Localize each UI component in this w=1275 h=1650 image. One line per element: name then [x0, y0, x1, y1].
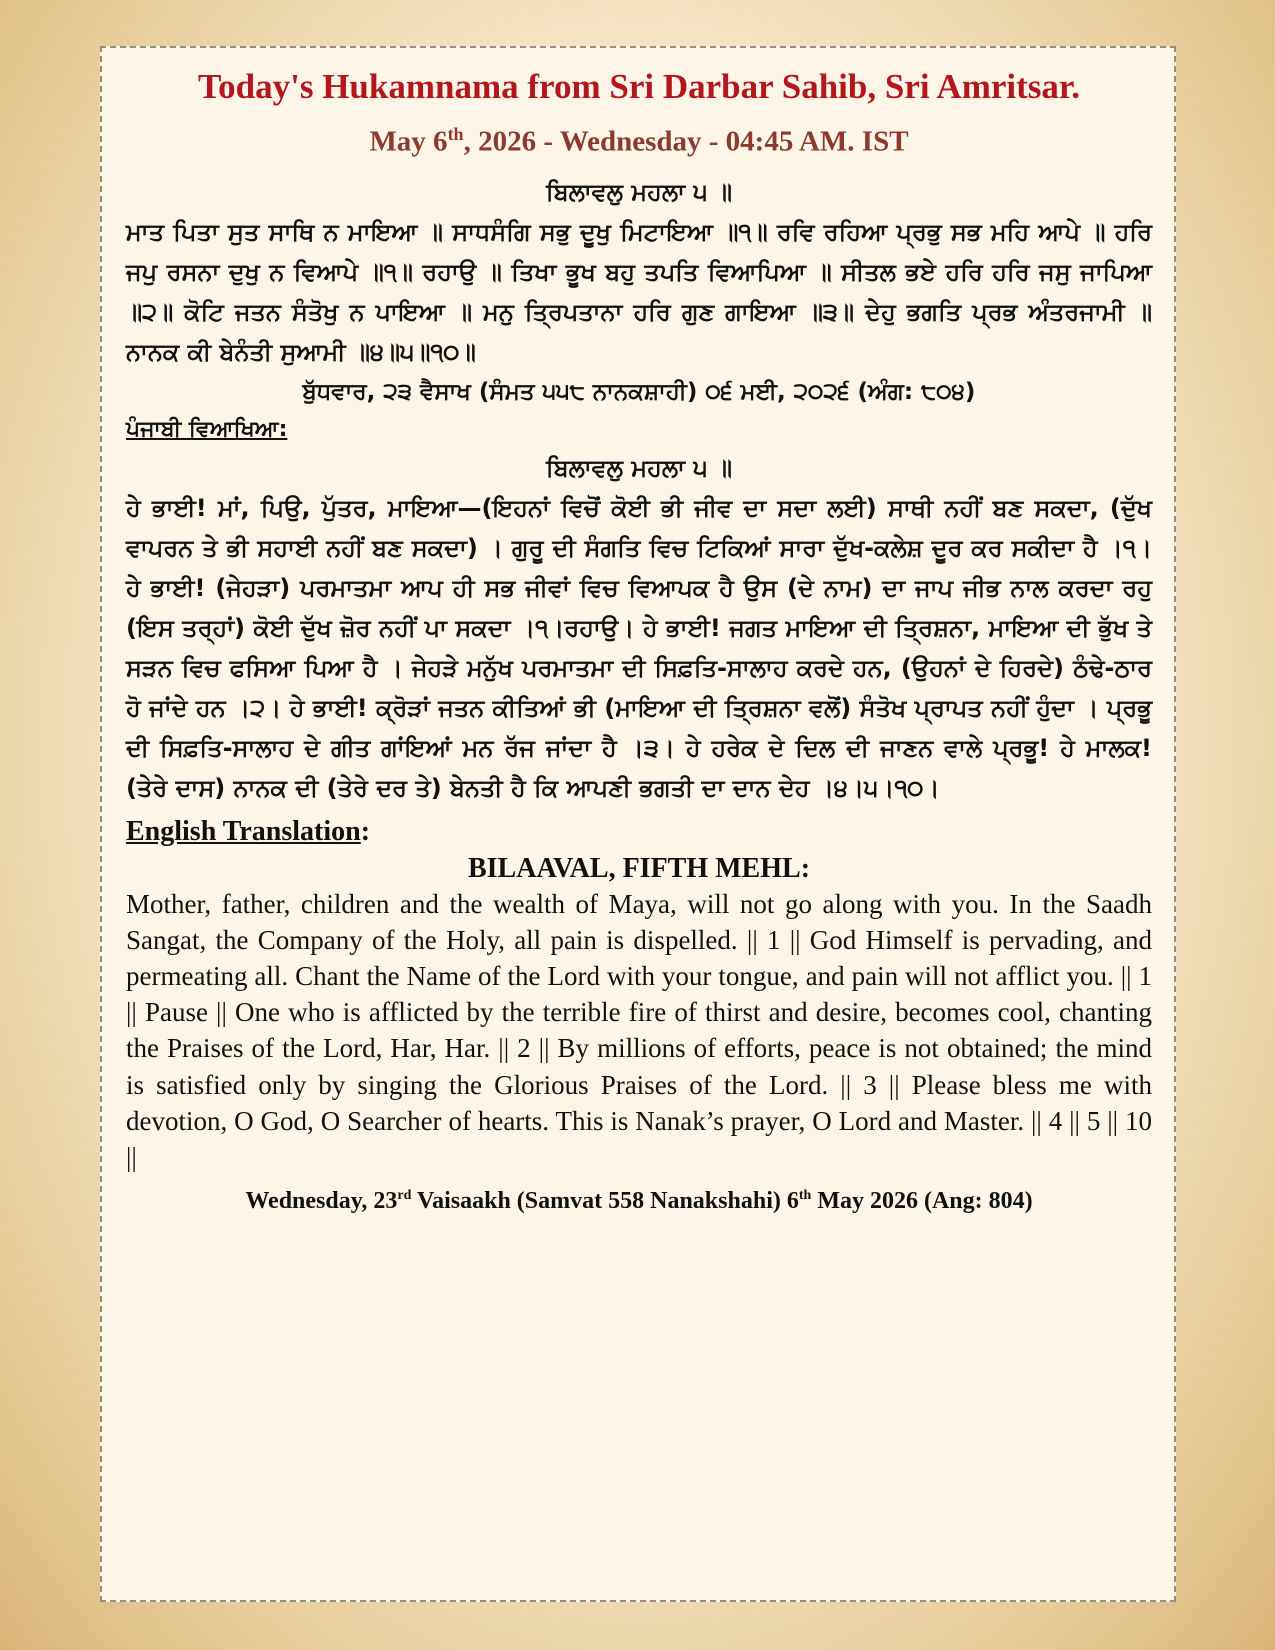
shabad-text: ਮਾਤ ਪਿਤਾ ਸੁਤ ਸਾਥਿ ਨ ਮਾਇਆ ॥ ਸਾਧਸੰਗਿ ਸਭੁ ਦੂਖੁ ਮਿਟਾਇਆ ॥੧॥ ਰਵਿ ਰਹਿਆ ਪ੍ਰਭੁ ਸਭ ਮਹਿ ਆਪੇ ॥ ਹਰਿ ਜਪੁ ਰਸਨਾ ਦੁਖੁ ਨ ਵਿਆਪੇ ॥੧॥ ਰਹਾਉ ॥ ਤਿਖਾ ਭੂਖ ਬਹੁ ਤਪਤਿ ਵਿਆਪਿਆ ॥ ਸੀਤਲ ਭਏ ਹਰਿ ਹਰਿ ਜਸੁ ਜਾਪਿਆ ॥੨॥ ਕੋਟਿ ਜਤਨ ਸੰਤੋਖੁ ਨ ਪਾਇਆ ॥ ਮਨੁ ਤ੍ਰਿਪਤਾਨਾ ਹਰਿ ਗੁਣ ਗਾਇਆ ॥੩॥ ਦੇਹੁ ਭਗਤਿ ਪ੍ਰਭ ਅੰਤਰਜਾਮੀ ॥ ਨਾਨਕ ਕੀ ਬੇਨੰਤੀ ਸੁਆਮੀ ॥੪॥੫॥੧੦॥: [126, 217, 1152, 366]
hukamnama-page: [100, 46, 1176, 1602]
date-suffix: th: [447, 124, 464, 144]
english-heading: BILAAVAL, FIFTH MEHL:: [467, 852, 811, 884]
english-date-line: [126, 1179, 1152, 1218]
punjabi-heading: ਬਿਲਾਵਲੁ ਮਹਲਾ ੫ ॥: [545, 453, 733, 482]
footer-part-c: May 2026 (Ang: 804): [811, 1188, 1033, 1215]
footer-part-a: Wednesday, 23: [245, 1188, 398, 1215]
page-subtitle: [126, 114, 1152, 162]
page-title: Today's Hukamnama from Sri Darbar Sahib, Sri Amritsar.: [198, 67, 1080, 106]
footer-sup-rd: rd: [397, 1188, 412, 1204]
footer-sup-th: th: [798, 1188, 812, 1204]
punjabi-explanation-label: ਪੰਜਾਬੀ ਵਿਆਖਿਆ:: [126, 416, 288, 442]
gurmukhi-date-line: ਬੁੱਧਵਾਰ, ੨੩ ਵੈਸਾਖ (ਸੰਮਤ ੫੫੮ ਨਾਨਕਸ਼ਾਹੀ) ੦੬ ਮਈ, ੨੦੨੬ (ਅੰਗ: ੮੦੪): [302, 378, 976, 405]
date-month: May 6: [369, 125, 448, 158]
english-translation-text: Mother, father, children and the wealth of Maya, will not go along with you. In the Saadh Sangat, the Company of the Holy, all pain is dispelled. || 1 || God Himself is pervading, and permeating all. Chant the Name of the Lord with your tongue, and pain will not afflict you. || 1 || Pause || One who is afflicted by the terrible fire of thirst and desire, becomes cool, chanting the Praises of the Lord, Har, Har. || 2 || By millions of efforts, peace is not obtained; the mind is satisfied only by singing the Glorious Praises of the Lord. || 3 || Please bless me with devotion, O God, O Searcher of hearts. This is Nanak’s prayer, O Lord and Master. || 4 || 5 || 10 ||: [126, 888, 1152, 1173]
shabad-heading: ਬਿਲਾਵਲੁ ਮਹਲਾ ੫ ॥: [545, 177, 733, 206]
english-label-colon: :: [360, 815, 371, 847]
punjabi-explanation-text: ਹੇ ਭਾਈ! ਮਾਂ, ਪਿਉ, ਪੁੱਤਰ, ਮਾਇਆ—(ਇਹਨਾਂ ਵਿਚੋਂ ਕੋਈ ਭੀ ਜੀਵ ਦਾ ਸਦਾ ਲਈ) ਸਾਥੀ ਨਹੀਂ ਬਣ ਸਕਦਾ, (ਦੁੱਖ ਵਾਪਰਨ ਤੇ ਭੀ ਸਹਾਈ ਨਹੀਂ ਬਣ ਸਕਦਾ) । ਗੁਰੂ ਦੀ ਸੰਗਤਿ ਵਿਚ ਟਿਕਿਆਂ ਸਾਰਾ ਦੁੱਖ-ਕਲੇਸ਼ ਦੂਰ ਕਰ ਸਕੀਦਾ ਹੈ ।੧।ਹੇ ਭਾਈ! (ਜੇਹੜਾ) ਪਰਮਾਤਮਾ ਆਪ ਹੀ ਸਭ ਜੀਵਾਂ ਵਿਚ ਵਿਆਪਕ ਹੈ ਉਸ (ਦੇ ਨਾਮ) ਦਾ ਜਾਪ ਜੀਭ ਨਾਲ ਕਰਦਾ ਰਹੁ (ਇਸ ਤਰ੍ਹਾਂ) ਕੋਈ ਦੁੱਖ ਜ਼ੋਰ ਨਹੀਂ ਪਾ ਸਕਦਾ ।੧।ਰਹਾਉ। ਹੇ ਭਾਈ! ਜਗਤ ਮਾਇਆ ਦੀ ਤ੍ਰਿਸ਼ਨਾ, ਮਾਇਆ ਦੀ ਭੁੱਖ ਤੇ ਸੜਨ ਵਿਚ ਫਸਿਆ ਪਿਆ ਹੈ । ਜੇਹੜੇ ਮਨੁੱਖ ਪਰਮਾਤਮਾ ਦੀ ਸਿਫ਼ਤਿ-ਸਾਲਾਹ ਕਰਦੇ ਹਨ, (ਉਹਨਾਂ ਦੇ ਹਿਰਦੇ) ਠੰਢੇ-ਠਾਰ ਹੋ ਜਾਂਦੇ ਹਨ ।੨। ਹੇ ਭਾਈ! ਕ੍ਰੋੜਾਂ ਜਤਨ ਕੀਤਿਆਂ ਭੀ (ਮਾਇਆ ਦੀ ਤ੍ਰਿਸ਼ਨਾ ਵਲੋਂ) ਸੰਤੋਖ ਪ੍ਰਾਪਤ ਨਹੀਂ ਹੁੰਦਾ । ਪ੍ਰਭੂ ਦੀ ਸਿਫ਼ਤਿ-ਸਾਲਾਹ ਦੇ ਗੀਤ ਗਾਂਇਆਂ ਮਨ ਰੱਜ ਜਾਂਦਾ ਹੈ ।੩। ਹੇ ਹਰੇਕ ਦੇ ਦਿਲ ਦੀ ਜਾਣਨ ਵਾਲੇ ਪ੍ਰਭੂ! ਹੇ ਮਾਲਕ! (ਤੇਰੇ ਦਾਸ) ਨਾਨਕ ਦੀ (ਤੇਰੇ ਦਰ ਤੇ) ਬੇਨਤੀ ਹੈ ਕਿ ਆਪਣੀ ਭਗਤੀ ਦਾ ਦਾਨ ਦੇਹ ।੪।੫।੧੦।: [126, 493, 1152, 802]
english-translation-label: [126, 814, 1152, 850]
footer-part-b: Vaisaakh (Samvat 558 Nanakshahi) 6: [411, 1188, 799, 1215]
english-label-text: English Translation: [126, 815, 361, 847]
date-rest: , 2026 - Wednesday - 04:45 AM. IST: [463, 125, 909, 158]
